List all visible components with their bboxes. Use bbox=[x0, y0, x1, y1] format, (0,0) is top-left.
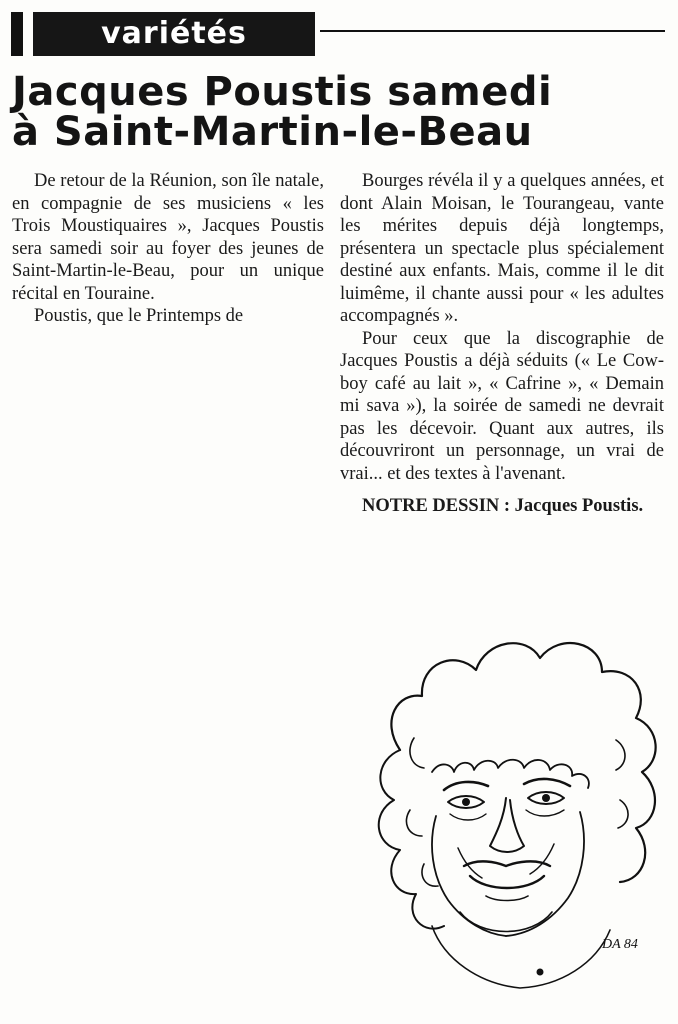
hair-right-inner bbox=[616, 740, 628, 828]
hair-left-curls bbox=[379, 750, 444, 929]
headline-line-1: Jacques Poustis samedi bbox=[12, 69, 553, 115]
rubric-label: variétés bbox=[101, 16, 247, 51]
artist-signature: DA 84 bbox=[602, 937, 638, 952]
caricature-drawing bbox=[340, 600, 670, 1010]
drawing-caption: NOTRE DESSIN : Jacques Poustis. bbox=[362, 496, 644, 516]
chin bbox=[460, 912, 552, 932]
right-eyebrow bbox=[524, 779, 570, 786]
rubric-bar bbox=[33, 12, 315, 56]
article-column-1 bbox=[12, 170, 324, 328]
nose bbox=[490, 798, 524, 852]
eye-bags bbox=[450, 810, 564, 820]
moustache bbox=[464, 861, 550, 866]
left-pupil bbox=[462, 798, 470, 806]
lower-lip bbox=[486, 896, 528, 901]
rubric-left-bar bbox=[11, 12, 23, 56]
headline-line-2: à Saint-Martin-le-Beau bbox=[12, 109, 533, 155]
beard-dot bbox=[537, 969, 544, 976]
article-paragraph: Bourges révéla il y a quelques années, et dont Alain Moisan, le Tourangeau, vante les mérites depuis déjà longtemps, présentera un spectacle plus spécialement destiné aux enfants. Mais, comme il le dit luimême, il chante aussi pour « les adultes accompagnés ». bbox=[340, 171, 664, 326]
left-eyebrow bbox=[444, 782, 488, 790]
right-pupil bbox=[542, 794, 550, 802]
article-paragraph: De retour de la Réunion, son île natale, en compagnie de ses musiciens « les Trois Moustiquaires », Jacques Poustis sera samedi soir au foyer des jeunes de Saint-Martin-le-Beau, pour un unique récital en Touraine. bbox=[12, 171, 324, 304]
neck-line bbox=[432, 926, 610, 988]
rubric-rule bbox=[320, 30, 665, 32]
article-paragraph: Poustis, que le Printemps de bbox=[34, 306, 244, 326]
headline bbox=[12, 69, 652, 155]
article-column-2 bbox=[340, 170, 664, 518]
article-paragraph: Pour ceux que la discographie de Jacques Poustis a déjà séduits (« Le Cow-boy café au lait », « Cafrine », « Demain mi sava »), la soirée de samedi ne devrait pas les décevoir. Quant aux autres, ils découvriront un personnage, un vrai de vrai... et des textes à l'avenant. bbox=[340, 328, 664, 484]
